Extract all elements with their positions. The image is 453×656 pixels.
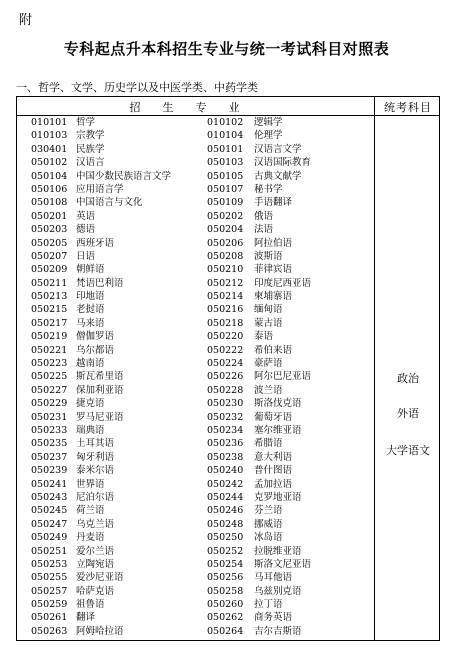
major-code: 050210 (207, 264, 244, 276)
major-name: 波兰语 (254, 384, 283, 396)
major-code: 050207 (31, 250, 68, 262)
major-name: 波斯语 (254, 250, 283, 262)
major-code: 050203 (31, 224, 68, 236)
major-code: 050211 (31, 277, 68, 289)
header-major: 招生专业 (129, 101, 262, 114)
table-row (17, 370, 374, 383)
table-row (17, 330, 374, 343)
major-code: 010104 (207, 130, 244, 142)
major-name: 翻译 (76, 612, 96, 624)
major-name: 缅甸语 (254, 304, 283, 316)
major-code: 050235 (31, 438, 68, 450)
major-code: 050214 (207, 291, 244, 303)
major-name: 拉丁语 (254, 599, 283, 611)
major-name: 祖鲁语 (76, 599, 105, 611)
major-code: 050232 (207, 411, 244, 423)
major-name: 梵语巴利语 (76, 277, 124, 289)
major-name: 乌克兰语 (76, 518, 115, 530)
major-name: 意大利语 (254, 451, 293, 463)
table-row (17, 290, 374, 303)
major-code: 050107 (207, 183, 244, 195)
major-name: 朝鲜语 (76, 264, 105, 276)
major-code: 050222 (207, 344, 244, 356)
major-name: 乌兹别克语 (254, 585, 302, 597)
major-code: 050101 (207, 143, 244, 155)
major-name: 中国语言与文化 (76, 197, 143, 209)
section-heading: 一、哲学、文学、历史学以及中医学类、中药学类 (16, 81, 258, 94)
major-name: 民族学 (76, 143, 105, 155)
major-name: 克罗地亚语 (254, 491, 302, 503)
major-code: 050226 (207, 371, 244, 383)
major-name: 芬兰语 (254, 505, 283, 517)
table-row (17, 411, 374, 424)
table-row (17, 397, 374, 410)
major-name: 哲学 (76, 117, 96, 128)
major-name: 豪萨语 (254, 358, 283, 370)
major-name: 俄语 (254, 210, 274, 222)
major-name: 土耳其语 (76, 438, 115, 450)
table-row (17, 317, 374, 330)
major-name: 普什图语 (254, 465, 293, 477)
major-code: 050257 (31, 585, 68, 597)
major-name: 爱尔兰语 (76, 545, 115, 557)
major-code: 030401 (31, 143, 68, 155)
major-name: 西班牙语 (76, 237, 115, 249)
major-name: 斯洛文尼亚语 (254, 558, 312, 570)
major-code: 050109 (207, 197, 244, 209)
exam-subject-college-chinese: 大学语文 (386, 444, 430, 457)
major-code: 050205 (31, 237, 68, 249)
major-code: 050240 (207, 465, 244, 477)
major-code: 050208 (207, 250, 244, 262)
table-row (17, 384, 374, 397)
major-code: 050206 (207, 237, 244, 249)
major-code: 050253 (31, 558, 68, 570)
table-row (17, 223, 374, 236)
major-code: 050248 (207, 518, 244, 530)
major-name: 保加利亚语 (76, 384, 124, 396)
major-name: 汉语言 (76, 157, 105, 169)
major-name: 斯瓦希里语 (76, 371, 124, 383)
table-row (17, 210, 374, 223)
major-name: 荷兰语 (76, 505, 105, 517)
major-name: 挪威语 (254, 518, 283, 530)
major-code: 050209 (31, 264, 68, 276)
table-row (17, 571, 374, 584)
table-rows (17, 116, 374, 638)
major-name: 泰米尔语 (76, 465, 115, 477)
major-code: 050202 (207, 210, 244, 222)
table-row (17, 183, 374, 196)
appendix-label: 附 (19, 13, 33, 28)
major-code: 050216 (207, 304, 244, 316)
major-name: 乌尔都语 (76, 344, 115, 356)
major-code: 050228 (207, 384, 244, 396)
major-name: 印地语 (76, 291, 105, 303)
major-code: 050247 (31, 518, 68, 530)
major-exam-table (16, 96, 440, 641)
major-code: 050249 (31, 532, 68, 544)
major-code: 050238 (207, 451, 244, 463)
major-name: 僧伽罗语 (76, 331, 115, 343)
table-row (17, 129, 374, 142)
major-code: 050218 (207, 317, 244, 329)
major-name: 尼泊尔语 (76, 491, 115, 503)
major-name: 汉语国际教育 (254, 157, 312, 169)
major-name: 马耳他语 (254, 572, 293, 584)
major-code: 050104 (31, 170, 68, 182)
exam-subject-politics: 政治 (397, 372, 419, 385)
major-name: 希伯来语 (254, 344, 293, 356)
major-name: 逻辑学 (254, 117, 283, 128)
table-row (17, 504, 374, 517)
major-name: 蒙古语 (254, 317, 283, 329)
major-code: 050219 (31, 331, 68, 343)
exam-subject-foreign-language: 外语 (397, 407, 419, 420)
major-code: 010101 (31, 117, 68, 128)
major-code: 050239 (31, 465, 68, 477)
major-name: 秘书学 (254, 183, 283, 195)
table-row (17, 478, 374, 491)
table-row (17, 237, 374, 250)
major-code: 050263 (31, 625, 68, 637)
major-code: 050246 (207, 505, 244, 517)
major-name: 日语 (76, 250, 96, 262)
major-code: 050215 (31, 304, 68, 316)
major-name: 葡萄牙语 (254, 411, 293, 423)
table-row (17, 344, 374, 357)
major-code: 050245 (31, 505, 68, 517)
major-code: 050255 (31, 572, 68, 584)
table-row (17, 263, 374, 276)
major-code: 050250 (207, 532, 244, 544)
major-code: 050254 (207, 558, 244, 570)
major-code: 050105 (207, 170, 244, 182)
major-name: 伦理学 (254, 130, 283, 142)
major-name: 手语翻译 (254, 197, 293, 209)
major-code: 050244 (207, 491, 244, 503)
major-name: 中国少数民族语言文学 (76, 170, 172, 182)
major-code: 050212 (207, 277, 244, 289)
table-row (17, 451, 374, 464)
table-row (17, 611, 374, 624)
header-exam-subjects: 统考科目 (384, 101, 432, 114)
table-row (17, 545, 374, 558)
major-code: 050224 (207, 358, 244, 370)
major-name: 罗马尼亚语 (76, 411, 124, 423)
major-code: 050103 (207, 157, 244, 169)
major-name: 宗教学 (76, 130, 105, 142)
table-row (17, 277, 374, 290)
column-divider (374, 97, 375, 640)
table-row (17, 625, 374, 638)
table-row (17, 437, 374, 450)
major-code: 050258 (207, 585, 244, 597)
major-name: 拉脱维亚语 (254, 545, 302, 557)
major-code: 010102 (207, 117, 244, 128)
major-code: 050260 (207, 599, 244, 611)
major-name: 斯洛伐克语 (254, 398, 302, 410)
major-name: 哈萨克语 (76, 585, 115, 597)
table-row (17, 518, 374, 531)
major-code: 010103 (31, 130, 68, 142)
major-name: 希腊语 (254, 438, 283, 450)
major-name: 柬埔寨语 (254, 291, 293, 303)
page-title: 专科起点升本科招生专业与统一考试科目对照表 (63, 40, 390, 58)
major-name: 印度尼西亚语 (254, 277, 312, 289)
major-name: 阿拉伯语 (254, 237, 293, 249)
major-code: 050261 (31, 612, 68, 624)
major-code: 050220 (207, 331, 244, 343)
major-code: 050234 (207, 424, 244, 436)
major-name: 世界语 (76, 478, 105, 490)
table-row (17, 585, 374, 598)
table-row (17, 464, 374, 477)
major-code: 050237 (31, 451, 68, 463)
major-name: 匈牙利语 (76, 451, 115, 463)
table-row (17, 531, 374, 544)
major-name: 越南语 (76, 358, 105, 370)
major-name: 法语 (254, 224, 274, 236)
major-code: 050102 (31, 157, 68, 169)
major-code: 050204 (207, 224, 244, 236)
major-code: 050213 (31, 291, 68, 303)
major-name: 吉尔吉斯语 (254, 625, 302, 637)
table-row (17, 357, 374, 370)
major-name: 冰岛语 (254, 532, 283, 544)
major-code: 050230 (207, 398, 244, 410)
table-row (17, 196, 374, 209)
major-name: 爱沙尼亚语 (76, 572, 124, 584)
major-code: 050243 (31, 491, 68, 503)
table-row (17, 491, 374, 504)
major-name: 阿姆哈拉语 (76, 625, 124, 637)
major-code: 050217 (31, 317, 68, 329)
major-name: 瑞典语 (76, 424, 105, 436)
major-name: 阿尔巴尼亚语 (254, 371, 312, 383)
major-code: 050264 (207, 625, 244, 637)
table-row (17, 156, 374, 169)
major-code: 050236 (207, 438, 244, 450)
major-name: 应用语言学 (76, 183, 124, 195)
table-row (17, 558, 374, 571)
major-code: 050241 (31, 478, 68, 490)
major-code: 050251 (31, 545, 68, 557)
major-name: 捷克语 (76, 398, 105, 410)
table-row (17, 116, 374, 129)
major-code: 050108 (31, 197, 68, 209)
major-code: 050221 (31, 344, 68, 356)
major-name: 商务英语 (254, 612, 293, 624)
major-code: 050233 (31, 424, 68, 436)
table-row (17, 303, 374, 316)
major-code: 050252 (207, 545, 244, 557)
table-row (17, 170, 374, 183)
major-code: 050225 (31, 371, 68, 383)
table-row (17, 598, 374, 611)
major-code: 050256 (207, 572, 244, 584)
major-code: 050223 (31, 358, 68, 370)
major-code: 050259 (31, 599, 68, 611)
table-row (17, 250, 374, 263)
major-code: 050106 (31, 183, 68, 195)
major-code: 050242 (207, 478, 244, 490)
major-name: 菲律宾语 (254, 264, 293, 276)
major-name: 立陶宛语 (76, 558, 115, 570)
major-code: 050227 (31, 384, 68, 396)
major-name: 孟加拉语 (254, 478, 293, 490)
table-row (17, 143, 374, 156)
major-code: 050201 (31, 210, 68, 222)
major-name: 汉语言文学 (254, 143, 302, 155)
major-name: 丹麦语 (76, 532, 105, 544)
major-name: 德语 (76, 224, 96, 236)
major-name: 马来语 (76, 317, 105, 329)
major-name: 英语 (76, 210, 96, 222)
table-row (17, 424, 374, 437)
major-code: 050231 (31, 411, 68, 423)
major-name: 塞尔维亚语 (254, 424, 302, 436)
major-name: 泰语 (254, 331, 274, 343)
major-name: 老挝语 (76, 304, 105, 316)
major-name: 古典文献学 (254, 170, 302, 182)
major-code: 050262 (207, 612, 244, 624)
major-code: 050229 (31, 398, 68, 410)
